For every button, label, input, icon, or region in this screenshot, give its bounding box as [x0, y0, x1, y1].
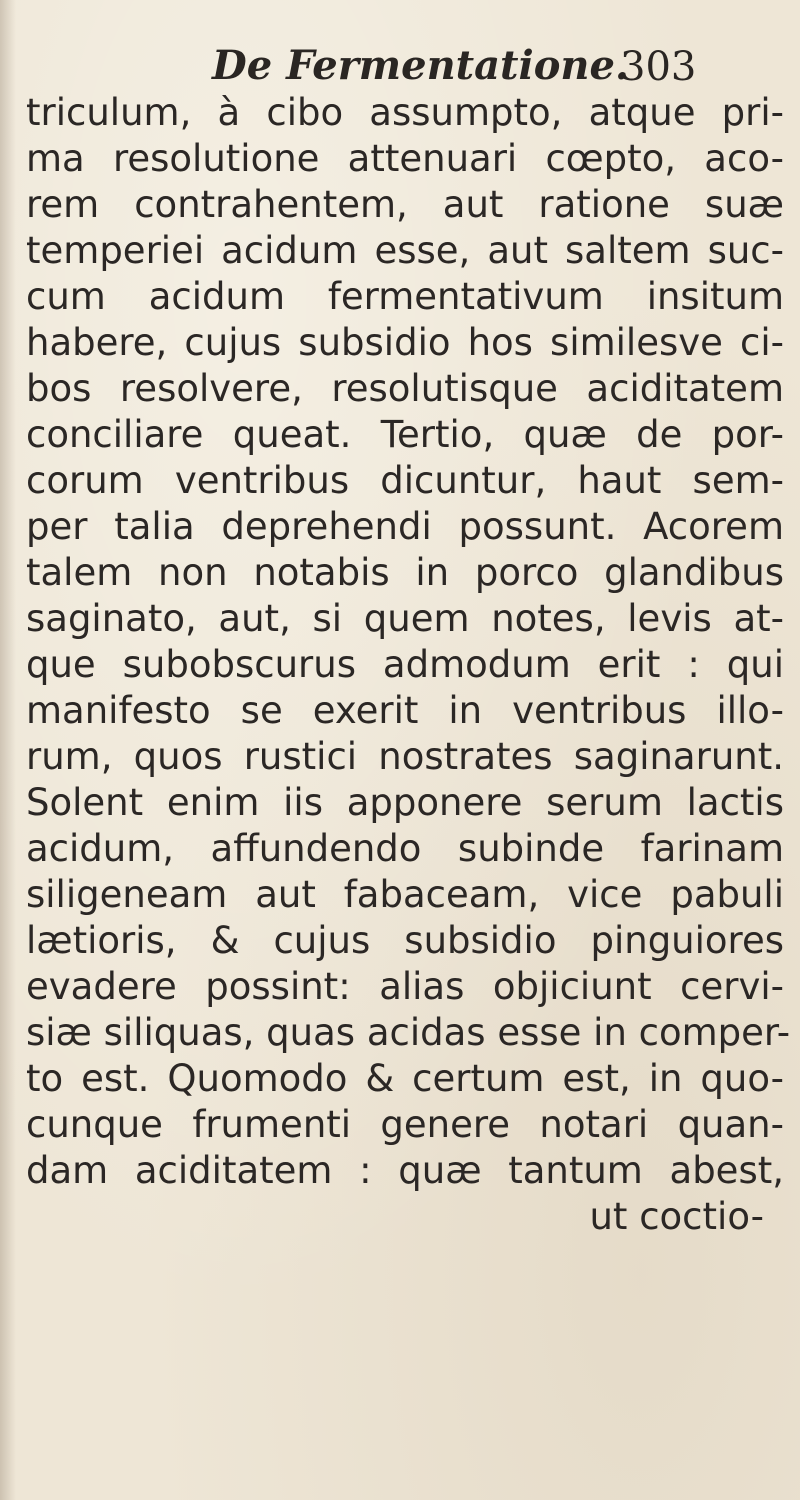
text-line: per talia deprehendi possunt. Acorem — [26, 505, 784, 548]
running-title: De Fermentatione. — [212, 42, 629, 89]
text-line: triculum, à cibo assumpto, atque pri- — [26, 91, 784, 134]
text-line: talem non notabis in porco glandibus — [26, 551, 784, 594]
body-text — [26, 90, 791, 1240]
text-line: manifesto se exerit in ventribus illo- — [26, 689, 784, 732]
text-line: temperiei acidum esse, aut saltem suc- — [26, 229, 784, 272]
text-line: dam aciditatem : quæ tantum abest, — [26, 1149, 784, 1192]
page-number: 303 — [620, 44, 697, 90]
text-line: to est. Quomodo & certum est, in quo- — [26, 1057, 784, 1100]
text-line: evadere possint: alias objiciunt cervi- — [26, 965, 784, 1008]
text-line: saginato, aut, si quem notes, levis at- — [26, 597, 784, 640]
text-line: bos resolvere, resolutisque aciditatem — [26, 367, 784, 410]
text-line: conciliare queat. Tertio, quæ de por- — [26, 413, 784, 456]
text-line: corum ventribus dicuntur, haut sem- — [26, 459, 784, 502]
text-line: que subobscurus admodum erit : qui — [26, 643, 784, 686]
text-line: lætioris, & cujus subsidio pinguiores — [26, 919, 784, 962]
text-line: acidum, affundendo subinde farinam — [26, 827, 784, 870]
text-line: siligeneam aut fabaceam, vice pabuli — [26, 873, 784, 916]
text-line: siæ siliquas, quas acidas esse in comper- — [26, 1011, 791, 1054]
text-line: cum acidum fermentativum insitum — [26, 275, 784, 318]
text-line: ma resolutione attenuari cœpto, aco- — [26, 137, 784, 180]
text-line: rum, quos rustici nostrates saginarunt. — [26, 735, 784, 778]
text-line: rem contrahentem, aut ratione suæ — [26, 183, 784, 226]
text-line: cunque frumenti genere notari quan- — [26, 1103, 784, 1146]
text-line: habere, cujus subsidio hos similesve ci- — [26, 321, 784, 364]
gutter-shadow — [0, 0, 16, 1500]
catchword-line: ut coctio- — [589, 1195, 764, 1238]
text-line: Solent enim iis apponere serum lactis — [26, 781, 784, 824]
